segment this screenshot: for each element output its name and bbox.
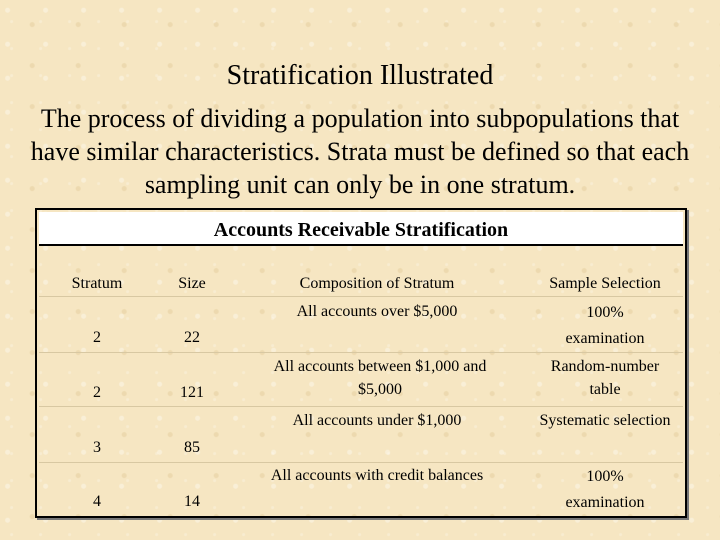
row-1-size: 22	[184, 329, 200, 346]
row-divider	[39, 352, 683, 353]
row-4-composition: All accounts with credit balances	[270, 467, 484, 484]
column-header-selection: Sample Selection	[549, 275, 661, 292]
row-3-size: 85	[184, 439, 200, 456]
table-caption: Accounts Receivable Stratification	[39, 212, 683, 246]
column-header-size: Size	[178, 275, 206, 292]
row-1-composition: All accounts over $5,000	[296, 303, 458, 320]
stratification-table	[35, 208, 687, 518]
row-2-composition: All accounts between $1,000 and $5,000	[273, 358, 487, 398]
row-4-stratum: 4	[93, 493, 101, 510]
row-3-selection: Systematic selection	[539, 412, 671, 429]
row-3-stratum: 3	[93, 439, 101, 456]
row-2-selection: Random-number table	[550, 358, 660, 398]
row-3-composition: All accounts under $1,000	[292, 412, 462, 429]
row-4-selection: 100% examination	[565, 468, 645, 511]
column-header-stratum: Stratum	[71, 275, 123, 292]
column-header-composition: Composition of Stratum	[299, 275, 455, 292]
row-2-stratum: 2	[93, 384, 101, 401]
row-divider	[39, 296, 683, 297]
slide-subtitle: The process of dividing a population into subpopulations that have similar characteristics. Strata must be defined so that each sampling unit can only be in one stratum.	[30, 104, 690, 199]
row-divider	[39, 406, 683, 407]
row-1-selection: 100% examination	[565, 304, 645, 347]
row-4-size: 14	[184, 493, 200, 510]
slide-title: Stratification Illustrated	[226, 60, 494, 91]
row-2-size: 121	[180, 384, 204, 401]
row-1-stratum: 2	[93, 329, 101, 346]
row-divider	[39, 462, 683, 463]
